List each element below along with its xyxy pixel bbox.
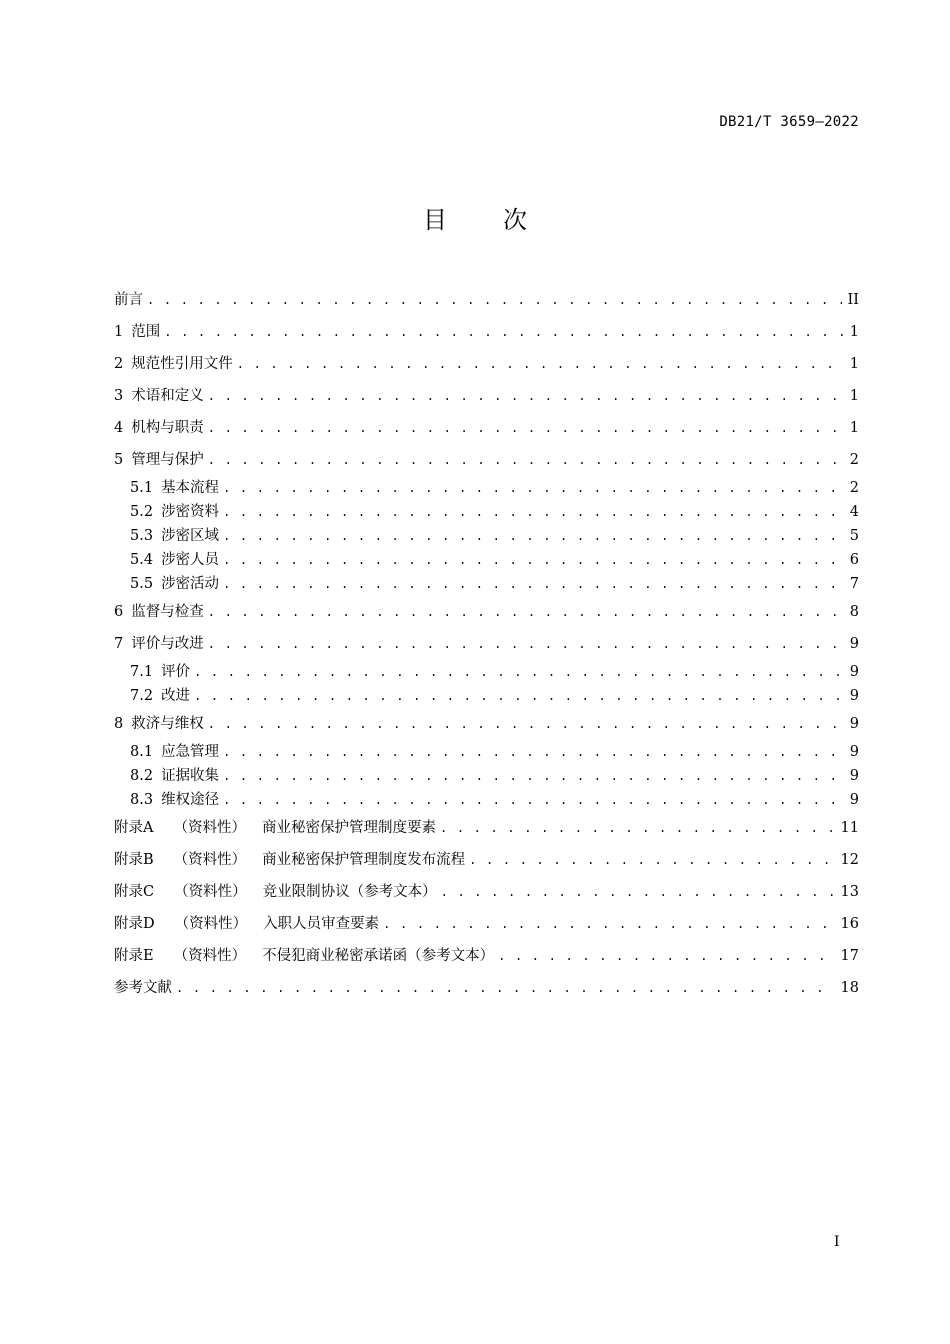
toc-entry-page: 1 [849,324,859,340]
dot-leader [208,708,844,740]
toc-entry-label [114,316,164,348]
toc-entry-tag: （资料性） [173,948,247,964]
toc-entry-text: 参考文献 [114,980,172,996]
dot-leader [440,812,835,844]
dot-leader [194,684,844,708]
toc-entry-text: 涉密活动 [161,576,220,592]
toc-entry-number: 5 [114,452,124,468]
toc-entry-label [114,908,383,940]
toc-entry-label [114,876,441,908]
toc-entry-number: 附录A [114,820,154,836]
toc-entry[interactable] [114,764,859,788]
toc-entry[interactable] [114,684,859,708]
toc-entry-page: 9 [849,744,859,760]
toc-entry-label [130,684,194,708]
toc-entry-page: 9 [849,688,859,704]
toc-entry-label [130,740,223,764]
toc-entry-number: 8 [114,716,124,732]
toc-entry-text: 机构与职责 [131,420,204,436]
toc-entry-label [130,660,194,684]
toc-entry[interactable] [114,908,859,940]
dot-leader [441,876,835,908]
toc-entry-page: II [847,292,859,308]
toc-entry-page: 9 [849,792,859,808]
toc-entry-label [114,628,208,660]
toc-entry-page: 8 [849,604,859,620]
toc-entry[interactable] [114,708,859,740]
toc-entry-number: 5.2 [130,504,154,520]
toc-entry[interactable] [114,412,859,444]
toc-entry-tag: （资料性） [173,852,247,868]
toc-entry-text: 评价 [161,664,191,680]
toc-entry-label [114,972,176,1004]
toc-entry[interactable] [114,596,859,628]
title-char-2: 次 [503,206,527,234]
toc-entry-label [130,476,223,500]
toc-entry-text: 涉密资料 [161,504,220,520]
toc-entry-number: 5.1 [130,480,154,496]
dot-leader [223,548,844,572]
toc-entry-page: 12 [840,852,859,868]
toc-entry-number: 附录E [114,948,154,964]
toc-entry[interactable] [114,740,859,764]
toc-entry-tag: （资料性） [174,884,247,900]
toc-entry[interactable] [114,316,859,348]
toc-entry-text: 不侵犯商业秘密承诺函（参考文本） [262,948,495,964]
dot-leader [164,316,844,348]
toc-entry-number: 附录C [114,884,155,900]
toc-entry-page: 9 [849,664,859,680]
dot-leader [208,628,844,660]
toc-entry-number: 3 [114,388,124,404]
toc-entry[interactable] [114,844,859,876]
toc-entry[interactable] [114,444,859,476]
toc-entry-number: 8.2 [130,768,154,784]
toc-entry-label [130,524,223,548]
page-title [0,200,950,235]
dot-leader [208,596,844,628]
dot-leader [237,348,844,380]
toc-entry-label [130,500,223,524]
toc-entry-text: 规范性引用文件 [131,356,233,372]
toc-entry[interactable] [114,788,859,812]
toc-entry-text: 改进 [161,688,191,704]
toc-entry[interactable] [114,476,859,500]
toc-entry[interactable] [114,524,859,548]
dot-leader [223,764,844,788]
document-code: DB21/T 3659—2022 [719,114,859,130]
toc-entry-label [114,812,440,844]
toc-entry-text: 监督与检查 [131,604,204,620]
toc-entry-label [114,444,208,476]
toc-entry-text: 应急管理 [161,744,220,760]
toc-entry-tag: （资料性） [173,820,246,836]
toc-entry-page: 2 [849,480,859,496]
dot-leader [223,740,844,764]
dot-leader [147,284,842,316]
toc-entry-tag: （资料性） [174,916,248,932]
dot-leader [223,476,844,500]
toc-entry-number: 7.2 [130,688,154,704]
toc-entry-label [130,764,223,788]
toc-entry-page: 5 [849,528,859,544]
toc-entry-label [114,380,208,412]
toc-entry[interactable] [114,572,859,596]
toc-entry[interactable] [114,660,859,684]
toc-entry-page: 2 [849,452,859,468]
toc-entry-page: 13 [840,884,859,900]
toc-entry-label [114,940,498,972]
toc-entry-number: 5.5 [130,576,154,592]
dot-leader [469,844,834,876]
table-of-contents [114,284,859,1004]
toc-entry[interactable] [114,548,859,572]
toc-entry-label [114,348,237,380]
toc-entry-page: 17 [840,948,859,964]
toc-entry-label [114,596,208,628]
toc-entry-number: 2 [114,356,124,372]
toc-entry-text: 商业秘密保护管理制度要素 [261,820,436,836]
toc-entry-label [130,548,223,572]
toc-entry-text: 竞业限制协议（参考文本） [262,884,437,900]
toc-entry-label [130,572,223,596]
toc-entry-label [114,844,469,876]
toc-entry-page: 1 [849,356,859,372]
toc-entry-text: 商业秘密保护管理制度发布流程 [262,852,466,868]
toc-entry-page: 16 [840,916,859,932]
title-char-1: 目 [423,206,447,234]
toc-entry-number: 7 [114,636,124,652]
toc-entry[interactable] [114,500,859,524]
dot-leader [208,412,844,444]
toc-entry-number: 7.1 [130,664,154,680]
toc-entry-page: 1 [849,420,859,436]
toc-entry-number: 4 [114,420,124,436]
dot-leader [383,908,834,940]
toc-entry-number: 8.3 [130,792,154,808]
dot-leader [223,500,844,524]
toc-entry-label [114,708,208,740]
toc-entry[interactable] [114,972,859,1004]
toc-entry[interactable] [114,380,859,412]
toc-entry-number: 附录B [114,852,154,868]
toc-entry-text: 术语和定义 [131,388,204,404]
toc-entry-page: 9 [849,716,859,732]
dot-leader [223,572,844,596]
toc-entry-page: 9 [849,768,859,784]
toc-entry-text: 管理与保护 [131,452,204,468]
page-number: I [834,1234,840,1250]
toc-entry-text: 证据收集 [161,768,220,784]
dot-leader [223,524,844,548]
toc-entry-number: 6 [114,604,124,620]
toc-entry-text: 涉密区域 [161,528,220,544]
toc-entry-text: 涉密人员 [161,552,220,568]
toc-entry-page: 4 [849,504,859,520]
toc-entry-page: 6 [849,552,859,568]
toc-entry-text: 入职人员审查要素 [263,916,380,932]
toc-entry[interactable] [114,284,859,316]
toc-entry-number: 附录D [114,916,155,932]
dot-leader [498,940,834,972]
toc-entry-page: 1 [849,388,859,404]
toc-entry-label [114,284,147,316]
toc-entry[interactable] [114,628,859,660]
toc-entry-label [130,788,223,812]
toc-entry-page: 11 [840,820,859,836]
toc-entry-page: 18 [840,980,859,996]
dot-leader [208,444,844,476]
toc-entry-page: 7 [849,576,859,592]
toc-entry-number: 5.4 [130,552,154,568]
toc-entry-text: 基本流程 [161,480,220,496]
dot-leader [194,660,844,684]
toc-entry-number: 5.3 [130,528,154,544]
toc-entry-text: 评价与改进 [131,636,204,652]
toc-entry[interactable] [114,876,859,908]
toc-entry-text: 救济与维权 [131,716,204,732]
toc-entry[interactable] [114,812,859,844]
toc-entry[interactable] [114,940,859,972]
toc-entry-number: 1 [114,324,124,340]
toc-entry-label [114,412,208,444]
toc-entry-text: 前言 [114,292,143,308]
toc-entry-page: 9 [849,636,859,652]
dot-leader [176,972,835,1004]
toc-entry[interactable] [114,348,859,380]
dot-leader [208,380,844,412]
toc-entry-text: 维权途径 [161,792,220,808]
toc-entry-text: 范围 [131,324,161,340]
toc-entry-number: 8.1 [130,744,154,760]
dot-leader [223,788,844,812]
